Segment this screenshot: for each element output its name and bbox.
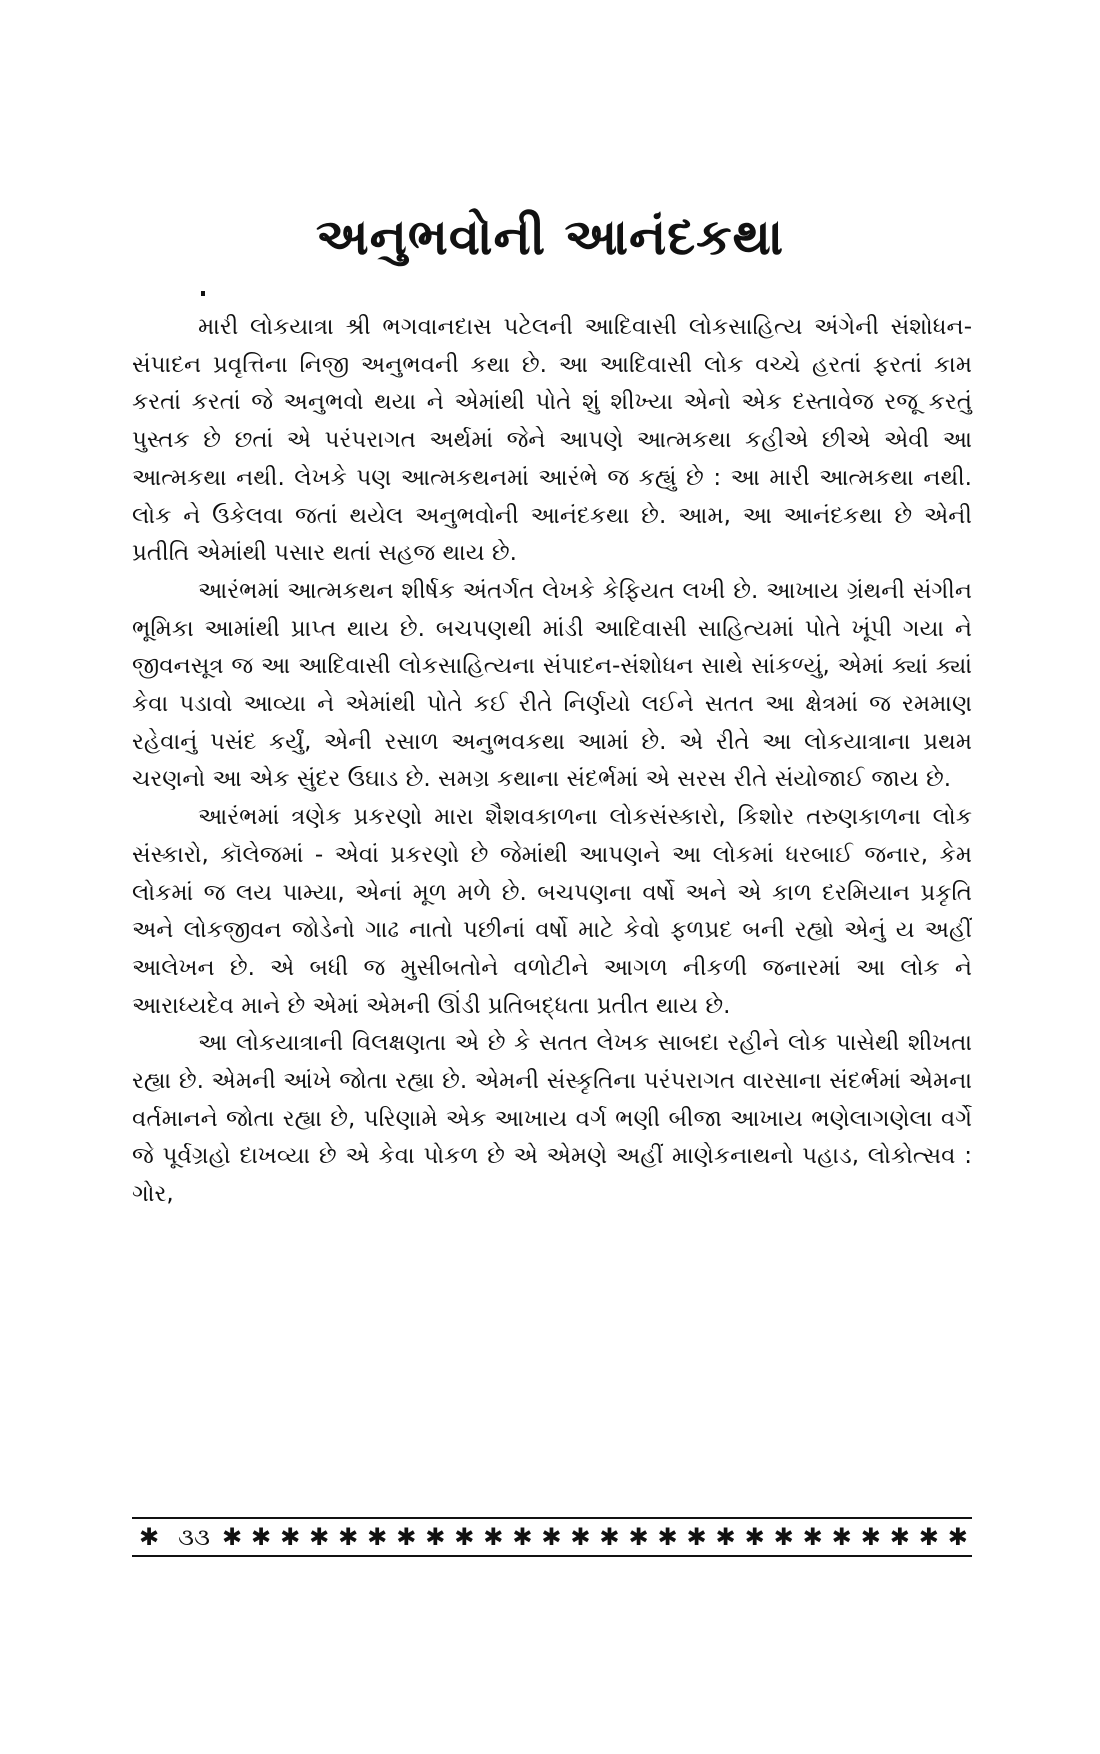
star-icon: ✱ xyxy=(802,1523,823,1551)
chapter-title: અનુભવોની આનંદકથા xyxy=(315,208,785,266)
page-number: ૩૩ xyxy=(178,1523,210,1551)
star-icon: ✱ xyxy=(512,1523,533,1551)
star-icon: ✱ xyxy=(367,1523,388,1551)
footer-row xyxy=(132,1521,972,1553)
star-icon: ✱ xyxy=(251,1523,272,1551)
star-icon: ✱ xyxy=(338,1523,359,1551)
paragraph: આ લોકયાત્રાની વિલક્ષણતા એ છે કે સતત લેખક સાબદા રહીને લોક પાસેથી શીખતા રહ્યા છે. એમની આંખે જોતા રહ્યા છે. એમની સંસ્કૃતિના પરંપરાગત વારસાના સંદર્ભમાં એમના વર્તમાનને જોતા રહ્યા છે, પરિણામે એક આખાય વર્ગ ભણી બીજા આખાય ભણેલાગણેલા વર્ગે જે પૂર્વગ્રહો દાખવ્યા છે એ કેવા પોકળ છે એ એમણે અહીં માણેકનાથનો પહાડ, લોકોત્સવ : ગોર, xyxy=(132,1030,972,1208)
star-icon: ✱ xyxy=(860,1523,881,1551)
star-icon: ✱ xyxy=(715,1523,736,1551)
star-icon: ✱ xyxy=(570,1523,591,1551)
page-footer xyxy=(132,1517,972,1557)
star-icon: ✱ xyxy=(280,1523,301,1551)
star-icon: ✱ xyxy=(396,1523,417,1551)
star-icon: ✱ xyxy=(454,1523,475,1551)
star-icon: ✱ xyxy=(657,1523,678,1551)
star-icon: ✱ xyxy=(483,1523,504,1551)
star-icon: ✱ xyxy=(541,1523,562,1551)
paragraph: આરંભમાં ત્રણેક પ્રકરણો મારા શૈશવકાળના લોકસંસ્કારો, કિશોર તરુણકાળના લોક સંસ્કારો, કૉલેજમાં - એવાં પ્રકરણો છે જેમાંથી આપણને આ લોકમાં ધરબાઈ જનાર, કેમ લોકમાં જ લય પામ્યા, એનાં મૂળ મળે છે. બચપણના વર્ષો અને એ કાળ દરમિયાન પ્રકૃતિ અને લોકજીવન જોડેનો ગાઢ નાતો પછીનાં વર્ષો માટે કેવો ફળપ્રદ બની રહ્યો એનું ય અહીં આલેખન છે. એ બધી જ મુસીબતોને વળોટીને આગળ નીકળી જનારમાં આ લોક ને આરાધ્યદેવ માને છે એમાં એમની ઊંડી પ્રતિબદ્ધતા પ્રતીત થાય છે. xyxy=(132,804,972,1019)
star-icon: ✱ xyxy=(425,1523,446,1551)
star-icon: ✱ xyxy=(222,1523,243,1551)
paragraph: આરંભમાં આત્મકથન શીર્ષક અંતર્ગત લેખકે કેફિયત લખી છે. આખાય ગ્રંથની સંગીન ભૂમિકા આમાંથી પ્રાપ્ત થાય છે. બચપણથી માંડી આદિવાસી સાહિત્યમાં પોતે ખૂંપી ગયા ને જીવનસૂત્ર જ આ આદિવાસી લોકસાહિત્યના સંપાદન-સંશોધન સાથે સાંકળ્યું, એમાં ક્યાં ક્યાં કેવા પડાવો આવ્યા ને એમાંથી પોતે કઈ રીતે નિર્ણયો લઈને સતત આ ક્ષેત્રમાં જ રમમાણ રહેવાનું પસંદ કર્યું, એની રસાળ અનુભવકથા આમાં છે. એ રીતે આ લોકયાત્રાના પ્રથમ ચરણનો આ એક સુંદર ઉઘાડ છે. સમગ્ર કથાના સંદર્ભમાં એ સરસ રીતે સંયોજાઈ જાય છે. xyxy=(132,577,972,793)
footer-rule-top xyxy=(132,1517,972,1519)
body-text xyxy=(132,309,972,1214)
star-icon: ✱ xyxy=(947,1523,968,1551)
star-icon: ✱ xyxy=(309,1523,330,1551)
paragraph: મારી લોકયાત્રા શ્રી ભગવાનદાસ પટેલની આદિવાસી લોકસાહિત્ય અંગેની સંશોધન-સંપાદન પ્રવૃત્તિના નિજી અનુભવની કથા છે. આ આદિવાસી લોક વચ્ચે હરતાં ફરતાં કામ કરતાં કરતાં જે અનુભવો થયા ને એમાંથી પોતે શું શીખ્યા એનો એક દસ્તાવેજ રજૂ કરતું પુસ્તક છે છતાં એ પરંપરાગત અર્થમાં જેને આપણે આત્મકથા કહીએ છીએ એવી આ આત્મકથા નથી. લેખકે પણ આત્મકથનમાં આરંભે જ કહ્યું છે : આ મારી આત્મકથા નથી. લોક ને ઉકેલવા જતાં થયેલ અનુભવોની આનંદકથા છે. આમ, આ આનંદકથા છે એની પ્રતીતિ એમાંથી પસાર થતાં સહજ થાય છે. xyxy=(132,314,972,567)
stray-dot-mark xyxy=(201,291,205,296)
star-icon: ✱ xyxy=(628,1523,649,1551)
star-icon: ✱ xyxy=(773,1523,794,1551)
star-icon: ✱ xyxy=(599,1523,620,1551)
footer-rule-bottom xyxy=(132,1555,972,1557)
star-icon: ✱ xyxy=(686,1523,707,1551)
star-icon: ✱ xyxy=(831,1523,852,1551)
star-icon: ✱ xyxy=(744,1523,765,1551)
footer-star-border xyxy=(222,1523,972,1551)
star-icon: ✱ xyxy=(889,1523,910,1551)
footer-star-icon: ✱ xyxy=(138,1523,160,1551)
star-icon: ✱ xyxy=(918,1523,939,1551)
